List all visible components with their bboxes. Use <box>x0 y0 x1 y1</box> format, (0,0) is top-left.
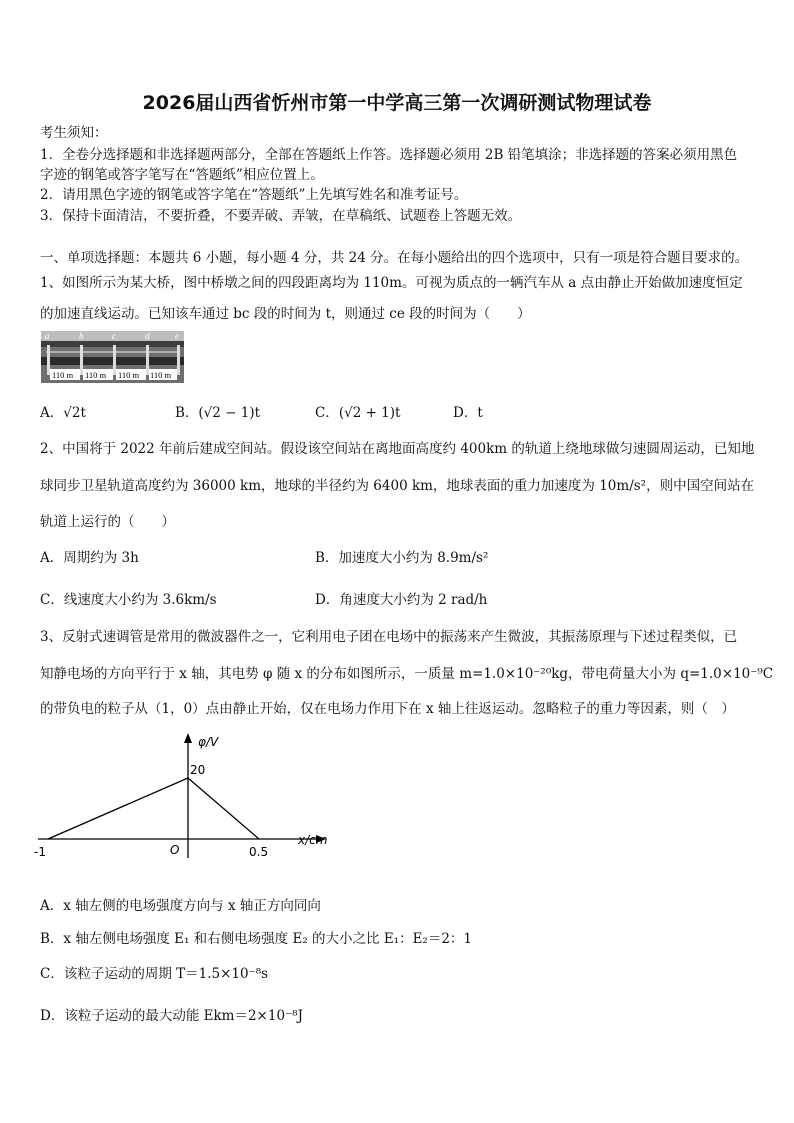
q2-option-c: C．线速度大小约为 3.6km/s <box>40 592 217 608</box>
bridge-segment-3: 110 m <box>118 370 140 380</box>
graph-xlabel: x/cm <box>298 833 328 847</box>
bridge-point-c: c <box>112 331 116 341</box>
bridge-figure <box>41 331 184 383</box>
bridge-point-d: d <box>145 331 150 341</box>
notice-item-1: 1．全卷分选择题和非选择题两部分，全部在答题纸上作答。选择题必须用 2B 铅笔填涂；非选择题的答案必须用黑色 <box>40 147 738 163</box>
graph-y-tick: 20 <box>190 763 206 777</box>
q2-option-d: D．角速度大小约为 2 rad/h <box>315 592 488 608</box>
bridge-point-e: e <box>175 331 179 341</box>
q2-option-a: A．周期约为 3h <box>40 550 139 566</box>
graph-x-right: 0.5 <box>249 845 269 859</box>
q3-line3: 的带负电的粒子从（1，0）点由静止开始，仅在电场力作用下在 x 轴上往返运动。忽略粒子的重力等因素，则（ ） <box>40 701 735 717</box>
q3-option-d: D．该粒子运动的最大动能 Ekm＝2×10⁻⁸J <box>40 1008 303 1024</box>
q1-option-c: C．(√2 + 1)t <box>315 405 401 421</box>
q3-option-c: C．该粒子运动的周期 T＝1.5×10⁻⁸s <box>40 966 269 982</box>
notice-item-1-cont: 字迹的钢笔或答字笔写在“答题纸”相应位置上。 <box>40 167 324 183</box>
q1-option-a: A．√2t <box>40 405 86 421</box>
notice-item-2: 2．请用黑色字迹的钢笔或答字笔在“答题纸”上先填写姓名和准考证号。 <box>40 187 468 203</box>
bridge-segment-4: 110 m <box>150 370 172 380</box>
page-title: 2026届山西省忻州市第一中学高三第一次调研测试物理试卷 <box>142 92 652 114</box>
q2-option-b: B．加速度大小约为 8.9m/s² <box>315 550 489 566</box>
q2-line2: 球同步卫星轨道高度约为 36000 km，地球的半径约为 6400 km，地球表面的重力加速度为 10m/s²，则中国空间站在 <box>40 478 755 494</box>
section-heading: 一、单项选择题：本题共 6 小题，每小题 4 分，共 24 分。在每小题给出的四个选项中，只有一项是符合题目要求的。 <box>40 250 749 266</box>
q3-option-a: A．x 轴左侧的电场强度方向与 x 轴正方向同向 <box>40 898 321 914</box>
q3-line2: 知静电场的方向平行于 x 轴，其电势 φ 随 x 的分布如图所示，一质量 m=1.0×10⁻²⁰kg，带电荷量大小为 q=1.0×10⁻⁹C <box>40 666 774 682</box>
notice-heading: 考生须知： <box>40 125 108 141</box>
q2-line3: 轨道上运行的（ ） <box>40 514 175 530</box>
graph-origin: O <box>170 843 180 857</box>
q1-option-d: D．t <box>453 405 483 421</box>
q3-line1: 3、反射式速调管是常用的微波器件之一，它利用电子团在电场中的振荡来产生微波，其振荡原理与下述过程类似，已 <box>40 629 738 645</box>
graph-x-left: -1 <box>34 845 46 859</box>
q1-line2: 的加速直线运动。已知该车通过 bc 段的时间为 t，则通过 ce 段的时间为（ ） <box>40 306 531 322</box>
bridge-point-b: b <box>79 331 84 341</box>
q2-line1: 2、中国将于 2022 年前后建成空间站。假设该空间站在离地面高度约 400km 的轨道上绕地球做匀速圆周运动，已知地 <box>40 441 755 457</box>
q3-option-b: B．x 轴左侧电场强度 E₁ 和右侧电场强度 E₂ 的大小之比 E₁：E₂＝2：1 <box>40 931 473 947</box>
bridge-segment-1: 110 m <box>52 370 74 380</box>
potential-graph <box>30 730 340 860</box>
bridge-point-a: a <box>45 331 50 341</box>
notice-item-3: 3．保持卡面清洁，不要折叠，不要弄破、弄皱，在草稿纸、试题卷上答题无效。 <box>40 208 522 224</box>
bridge-segment-2: 110 m <box>85 370 107 380</box>
graph-ylabel: φ/V <box>198 735 219 749</box>
q1-line1: 1、如图所示为某大桥，图中桥墩之间的四段距离均为 110m。可视为质点的一辆汽车从 a 点由静止开始做加速度恒定 <box>40 275 743 291</box>
q1-option-b: B．(√2 − 1)t <box>175 405 261 421</box>
